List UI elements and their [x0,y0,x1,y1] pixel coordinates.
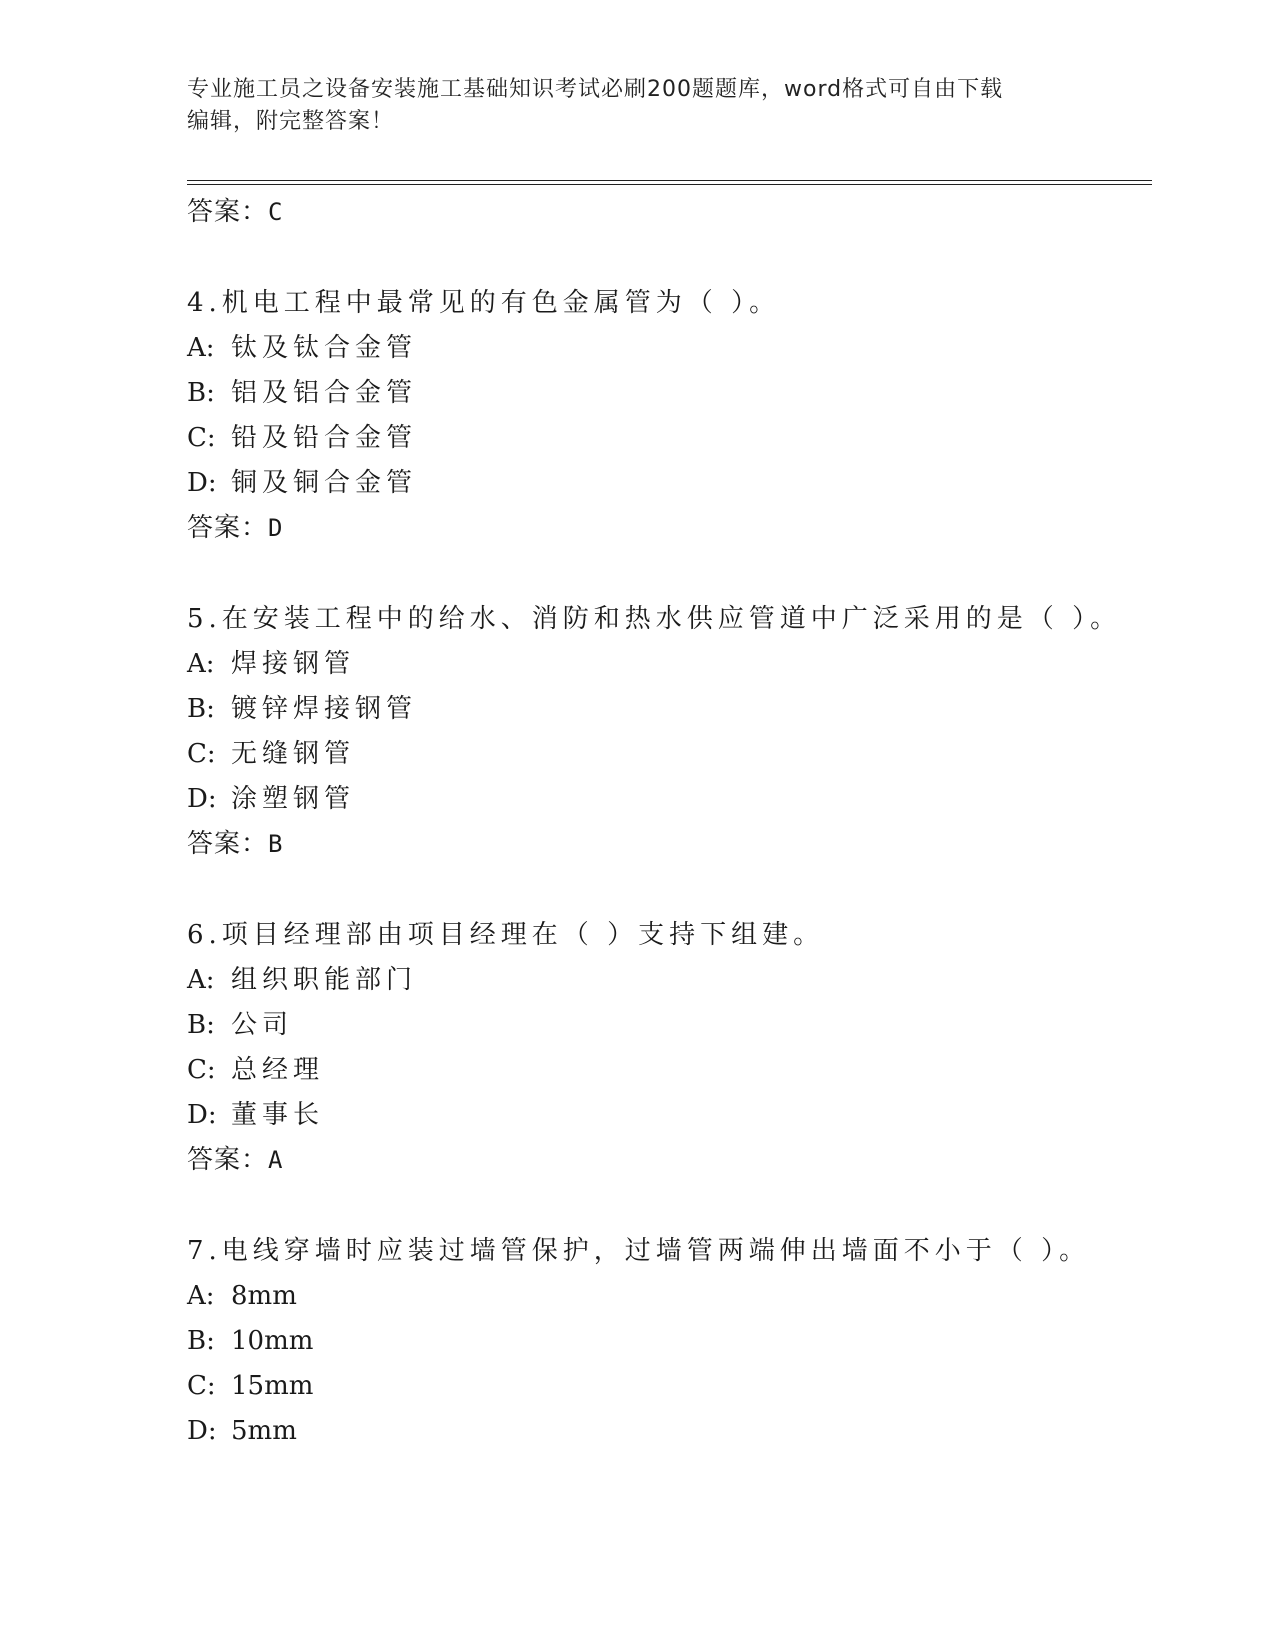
option-b [187,1319,1152,1364]
option-letter: C: [187,739,216,769]
answer-line [187,1138,1152,1183]
answer-line [187,190,1152,235]
option-a [187,958,1152,1003]
question-block [187,281,1152,551]
question-stem: 7.电线穿墙时应装过墙管保护，过墙管两端伸出墙面不小于（ ）。 [187,1236,1091,1266]
option-d [187,1409,1152,1454]
option-letter: A: [187,649,215,679]
question-block [187,1229,1152,1454]
option-letter: B: [187,1326,215,1356]
option-letter: D: [187,1416,217,1446]
option-letter: B: [187,378,215,408]
option-letter: A: [187,1281,215,1311]
option-d [187,1093,1152,1138]
option-text: 组织职能部门 [231,965,418,995]
option-text: 无缝钢管 [231,739,356,769]
answer-line [187,822,1152,867]
option-a [187,326,1152,371]
option-b [187,687,1152,732]
header-line-1: 专业施工员之设备安装施工基础知识考试必刷200题题库，word格式可自由下载 [187,77,1004,102]
option-letter: B: [187,694,215,724]
option-text: 董事长 [231,1100,325,1130]
header-divider [187,180,1152,181]
answer-value: D [268,514,284,542]
option-text: 铜及铜合金管 [231,468,418,498]
option-letter: D: [187,1100,217,1130]
answer-value: A [268,1146,284,1174]
option-letter: B: [187,1010,215,1040]
answer-label: 答案： [187,1145,269,1175]
option-a [187,642,1152,687]
option-text: 8mm [231,1281,297,1311]
option-d [187,777,1152,822]
document-header [187,74,1067,138]
option-c [187,1364,1152,1409]
option-c [187,416,1152,461]
option-text: 5mm [231,1416,297,1446]
option-b [187,371,1152,416]
option-c [187,732,1152,777]
option-text: 铅及铅合金管 [231,423,418,453]
option-text: 铝及铝合金管 [231,378,418,408]
question-stem: 4.机电工程中最常见的有色金属管为（ ）。 [187,288,781,318]
question-stem: 6.项目经理部由项目经理在（ ）支持下组建。 [187,920,825,950]
option-letter: D: [187,784,217,814]
option-b [187,1003,1152,1048]
answer-value: C [268,198,284,226]
option-a [187,1274,1152,1319]
option-d [187,461,1152,506]
option-text: 涂塑钢管 [231,784,356,814]
answer-label: 答案： [187,513,269,543]
option-text: 公司 [231,1010,294,1040]
option-text: 钛及钛合金管 [231,333,418,363]
answer-label: 答案： [187,829,269,859]
option-text: 15mm [231,1371,314,1401]
document-body [187,190,1152,1454]
option-letter: C: [187,423,216,453]
option-letter: A: [187,333,215,363]
option-letter: D: [187,468,217,498]
option-letter: C: [187,1055,216,1085]
option-text: 总经理 [231,1055,325,1085]
question-block [187,597,1152,867]
option-text: 镀锌焊接钢管 [231,694,418,724]
question-block [187,913,1152,1183]
option-letter: A: [187,965,215,995]
option-letter: C: [187,1371,216,1401]
option-text: 焊接钢管 [231,649,356,679]
header-line-2: 编辑，附完整答案！ [187,109,395,134]
option-text: 10mm [231,1326,314,1356]
question-stem: 5.在安装工程中的给水、消防和热水供应管道中广泛采用的是（ ）。 [187,604,1122,634]
answer-value: B [268,830,284,858]
answer-line [187,506,1152,551]
option-c [187,1048,1152,1093]
answer-label: 答案： [187,197,269,227]
header-divider-double [187,184,1152,185]
